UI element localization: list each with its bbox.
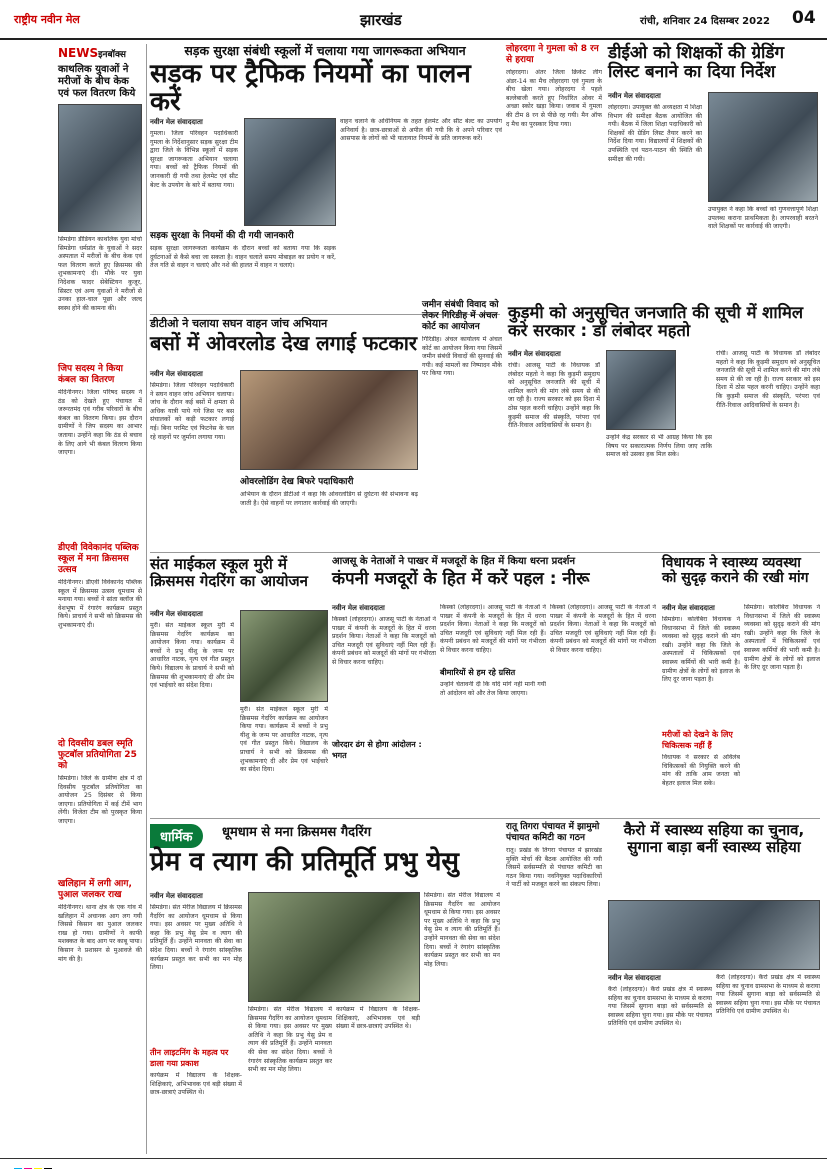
kurmi-text: रांची। आजसू पार्टी के विधायक डॉ लंबोदर महतो ने कहा कि कुड़मी समुदाय को अनुसूचित जनजाति की सूची में शामिल करने की मांग लंबे समय से की जा रही है। राज्य सरकार को इस दिशा में ठोस पहल करनी चाहिए। उन्होंने कहा कि कुड़मी समाज की संस्कृति, परंपरा एवं रीति-रिवाज आदिवासियों के समान है। <box>508 362 600 430</box>
christmas-text2: मुरी। संत माईकल स्कूल मुरी में क्रिसमस गेदरिंग कार्यक्रम का आयोजन किया गया। कार्यक्रम में बच्चों ने प्रभु यीशु के जन्म पर आधारित नाटक, नृत्य एवं गीत प्रस्तुत किये। विद्यालय के प्राचार्य ने सभी को क्रिसमस की शुभकामनाएं दी और प्रेम एवं भाईचारे का संदेश दिया। <box>240 706 328 774</box>
health-subhead: मरीजों को देखने के लिए चिकित्सक नहीं हैं <box>662 730 733 750</box>
teachers-text: लोहरदगा। उपायुक्त की अध्यक्षता में शिक्षा विभाग की समीक्षा बैठक आयोजित की गयी। बैठक में जिला शिक्षा पदाधिकारी को शिक्षकों की ग्रेडिंग लिस्ट तैयार करने का निर्देश दिया गया। विद्यालयों में शिक्षकों की उपस्थिति एवं पठन-पाठन की स्थिति की समीक्षा की गयी। <box>608 104 702 163</box>
traffic-subhead: सड़क सुरक्षा के नियमों की दी गयी जानकारी <box>150 231 294 241</box>
sahiya-story <box>608 822 820 855</box>
religion-text5: सिमडेगा। संत मेरीज विद्यालय में क्रिसमस गैदरिंग का आयोजन धूमधाम से किया गया। इस अवसर पर मुख्य अतिथि ने कहा कि प्रभु येसु प्रेम व त्याग की प्रतिमूर्ति हैं। उन्होंने मानवता की सेवा का संदेश दिया। बच्चों ने रंगारंग सांस्कृतिक कार्यक्रम प्रस्तुत कर सभी का मन मोह लिया। <box>424 892 500 968</box>
news-logo-sub: इनबॉक्स <box>98 50 126 60</box>
issue-date: रांची, शनिवार 24 दिसम्बर 2022 <box>640 16 770 27</box>
story1-photo <box>58 104 142 232</box>
land-text: गिरिडीह। अंचल कार्यालय में अंचल कोर्ट का आयोजन किया गया जिसमें जमीन संबंधी विवादों की सुनवाई की गयी। कई मामलों का निष्पादन मौके पर किया गया। <box>422 336 502 378</box>
land-headline: जमीन संबंधी विवाद को लेकर गिरिडीह में अंचल कोर्ट का आयोजन <box>422 300 499 332</box>
kurmi-text-cont: रांची। आजसू पार्टी के विधायक डॉ लंबोदर महतो ने कहा कि कुड़मी समुदाय को अनुसूचित जनजाति की सूची में शामिल करने की मांग लंबे समय से की जा रही है। राज्य सरकार को इस दिशा में ठोस पहल करनी चाहिए। उन्होंने कहा कि कुड़मी समाज की संस्कृति, परंपरा एवं रीति-रिवाज आदिवासियों के समान है। <box>716 350 820 409</box>
sahiya-photo <box>608 900 820 970</box>
traffic-text3: वाहन चलाने के अधिनियम के तहत हेलमेट और सीट बेल्ट का उपयोग अनिवार्य है। छात्र-छात्राओं से अपील की गयी कि वे अपने परिवार एवं आसपास के लोगों को भी यातायात नियमों के प्रति जागरूक करें। <box>340 118 502 143</box>
footer-bar <box>0 1158 827 1169</box>
health-text2: विधायक ने सरकार से अविलंब चिकित्सकों की नियुक्ति करने की मांग की ताकि आम जनता को बेहतर इलाज मिल सके। <box>662 754 740 787</box>
story2-headline: जिप सदस्य ने किया कंबल का वितरण <box>58 364 123 385</box>
bus-text2: अभियान के दौरान डीटीओ ने कहा कि ओवरलोडिंग से दुर्घटना की संभावना बढ़ जाती है। ऐसे वाहनों पर लगातार कार्रवाई की जाएगी। <box>240 491 418 507</box>
health-col1 <box>662 604 740 846</box>
religion-text2: कार्यक्रम में विद्यालय के शिक्षक-शिक्षिकाएं, अभिभावक एवं बड़ी संख्या में छात्र-छात्राएं उपस्थित थे। <box>150 1072 242 1097</box>
story1-text: सिमडेगा डीडियन काथलिक युवा मोर्चा सिमडेगा धर्मप्रांत के युवाओं ने सदर अस्पताल में मरीजों के बीच केक एवं फल वितरण करते हुए क्रिसमस की शुभकामनाएं दी। मौके पर युवा निदेशक फादर सेबेस्टियन कुजूर, सिस्टर एवं अन्य युवाओं ने मरीजों से उनका हाल-चाल पूछा और जल्द स्वस्थ होने की कामना की। <box>58 236 142 312</box>
christmas-col1 <box>150 610 234 822</box>
religion-text: सिमडेगा। संत मेरीज विद्यालय में क्रिसमस गैदरिंग का आयोजन धूमधाम से किया गया। इस अवसर पर मुख्य अतिथि ने कहा कि प्रभु येसु प्रेम व त्याग की प्रतिमूर्ति हैं। उन्होंने मानवता की सेवा का संदेश दिया। बच्चों ने रंगारंग सांस्कृतिक कार्यक्रम प्रस्तुत कर सभी का मन मोह लिया। <box>150 904 242 972</box>
protest-headline: कंपनी मजदूरों के हित में करें पहल : नीरू <box>332 569 590 589</box>
protest-kicker: आजसू के नेताओं ने पाखर में मजदूरों के हित में किया धरना प्रदर्शन <box>332 556 576 567</box>
protest-text3: किस्को (लोहरदगा)। आजसू पार्टी के नेताओं ने पाखर में कंपनी के मजदूरों के हित में धरना प्रदर्शन किया। नेताओं ने कहा कि मजदूरों को उचित मजदूरी एवं सुविधाएं नहीं मिल रही हैं। कंपनी प्रबंधन को मजदूरों की मांगों पर गंभीरता से विचार करना चाहिए। <box>550 604 656 654</box>
religion-byline: नवीन मेल संवाददाता <box>150 892 203 900</box>
protest-story <box>332 556 658 589</box>
traffic-story <box>150 44 500 117</box>
column-divider <box>146 44 147 1154</box>
kurmi-text2: उन्होंने केंद्र सरकार से भी आग्रह किया कि इस विषय पर सकारात्मक निर्णय लिया जाए ताकि समाज को उसका हक मिल सके। <box>606 434 712 459</box>
divider <box>150 552 820 553</box>
land-story <box>422 300 502 526</box>
sahiya-headline: कैरो में स्वास्थ्य सहिया का चुनाव, सुगाना बाड़ा बनीं स्वास्थ्य सहिया <box>623 821 805 856</box>
religion-kicker: धूमधाम से मना क्रिसमस गैदरिंग <box>222 825 372 840</box>
protest-byline: नवीन मेल संवाददाता <box>332 604 385 612</box>
sahiya-text: कैरो (लोहरदगा)। कैरो प्रखंड क्षेत्र में स्वास्थ्य सहिया का चुनाव ग्रामसभा के माध्यम से कराया गया जिसमें सुगाना बाड़ा को सर्वसम्मति से स्वास्थ्य सहिया चुना गया। इस मौके पर पंचायत प्रतिनिधि एवं ग्रामीण उपस्थित थे। <box>608 986 712 1028</box>
protest-col2 <box>440 604 546 811</box>
health-byline: नवीन मेल संवाददाता <box>662 604 715 612</box>
teachers-col1 <box>608 92 702 300</box>
kurmi-photo <box>606 350 676 430</box>
religion-text4: कार्यक्रम में विद्यालय के शिक्षक-शिक्षिकाएं, अभिभावक एवं बड़ी संख्या में छात्र-छात्राएं उपस्थित थे। <box>336 1006 420 1031</box>
religion-subhead: तीन लाइटनिंग के महत्व पर डाला गया प्रकाश <box>150 1048 229 1068</box>
teachers-photo <box>708 92 818 202</box>
bus-subhead: ओवरलोडिंग देख बिफरे पदाधिकारी <box>240 477 354 487</box>
protest-subhead2: जोरदार ढंग से होगा आंदोलन : भगत <box>332 740 422 760</box>
cricket-story <box>506 44 602 279</box>
sahiya-text2: कैरो (लोहरदगा)। कैरो प्रखंड क्षेत्र में स्वास्थ्य सहिया का चुनाव ग्रामसभा के माध्यम से कराया गया जिसमें सुगाना बाड़ा को सर्वसम्मति से स्वास्थ्य सहिया चुना गया। इस मौके पर पंचायत प्रतिनिधि एवं ग्रामीण उपस्थित थे। <box>716 974 820 1016</box>
sahiya-col1 <box>608 974 712 1154</box>
page-number: 04 <box>792 8 816 28</box>
news-logo-main: NEWS <box>58 46 99 60</box>
bus-text: सिमडेगा। जिला परिवहन पदाधिकारी ने सघन वाहन जांच अभियान चलाया। जांच के दौरान कई बसों में क्षमता से अधिक यात्री पाये गये जिस पर बस संचालकों को कड़ी फटकार लगाई गई। बिना परमिट एवं फिटनेस के चल रहे वाहनों पर जुर्माना लगाया गया। <box>150 382 234 441</box>
traffic-photo <box>244 118 336 226</box>
teachers-text2: उपायुक्त ने कहा कि बच्चों को गुणवत्तापूर्ण शिक्षा उपलब्ध कराना प्राथमिकता है। लापरवाही बरतने वाले शिक्षकों पर कार्रवाई की जाएगी। <box>708 206 818 231</box>
protest-subhead: बीमारियों से हम रहे ग्रसित <box>440 668 516 677</box>
bus-photo <box>240 370 418 470</box>
traffic-headline: सड़क पर ट्रैफिक नियमों का पालन करें <box>150 58 471 118</box>
christmas-photo <box>240 610 328 702</box>
teachers-byline: नवीन मेल संवाददाता <box>608 92 661 100</box>
story4-text: सिमडेगा। जिले के ग्रामीण क्षेत्र में दो दिवसीय फुटबॉल प्रतियोगिता का आयोजन 25 दिसंबर से किया जाएगा। प्रतियोगिता में कई टीमें भाग लेंगी। विजेता टीम को पुरस्कृत किया जाएगा। <box>58 775 142 825</box>
religion-text3: सिमडेगा। संत मेरीज विद्यालय में क्रिसमस गैदरिंग का आयोजन धूमधाम से किया गया। इस अवसर पर मुख्य अतिथि ने कहा कि प्रभु येसु प्रेम व त्याग की प्रतिमूर्ति हैं। उन्होंने मानवता की सेवा का संदेश दिया। बच्चों ने रंगारंग सांस्कृतिक कार्यक्रम प्रस्तुत कर सभी का मन मोह लिया। <box>248 1006 332 1074</box>
religion-col1 <box>150 892 242 1158</box>
religion-tag: धार्मिक <box>150 824 203 848</box>
bus-headline: बसों में ओवरलोड देख लगाई फटकार <box>150 331 418 356</box>
christmas-school-story <box>150 556 328 589</box>
protest-text-cont: किस्को (लोहरदगा)। आजसू पार्टी के नेताओं ने पाखर में कंपनी के मजदूरों के हित में धरना प्रदर्शन किया। नेताओं ने कहा कि मजदूरों को उचित मजदूरी एवं सुविधाएं नहीं मिल रही हैं। कंपनी प्रबंधन को मजदूरों की मांगों पर गंभीरता से विचार करना चाहिए। <box>440 604 546 654</box>
story2-text: मेदिनीनगर। जिला परिषद सदस्य ने ठंड को देखते हुए पंचायत में जरूरतमंद एवं गरीब परिवारों के बीच कंबल का वितरण किया। इस दौरान ग्रामीणों ने जिप सदस्य का आभार जताया। उन्होंने कहा कि ठंड से बचाव के लिए आगे भी कंबल वितरण किया जाएगा। <box>58 389 142 457</box>
masthead <box>0 0 827 40</box>
bus-kicker: डीटीओ ने चलाया सघन वाहन जांच अभियान <box>150 317 328 330</box>
panchayat-headline: रातू तिगरा पंचायत में झामुमो पंचायत कमिटी का गठन <box>506 822 600 843</box>
story3-text: मेदिनीनगर। डीएवी विवेकानंद पब्लिक स्कूल में क्रिसमस उत्सव धूमधाम से मनाया गया। बच्चों ने सांता क्लॉज की वेशभूषा में रंगारंग कार्यक्रम प्रस्तुत किये। प्राचार्य ने सभी को क्रिसमस की शुभकामनाएं दी। <box>58 579 142 629</box>
teachers-story <box>608 44 818 81</box>
panchayat-story <box>506 822 602 1139</box>
kurmi-byline: नवीन मेल संवाददाता <box>508 350 561 358</box>
health-demand-story <box>662 556 820 587</box>
protest-col1 <box>332 604 436 764</box>
bus-col1 <box>150 370 234 542</box>
story4-headline: दो दिवसीय डबल स्मृति फुटबॉल प्रतियोगिता 25 को <box>58 739 137 771</box>
religion-headline: प्रेम व त्याग की प्रतिमूर्ति प्रभु येसु <box>150 847 459 877</box>
panchayat-text: रातू। प्रखंड के तिगरा पंचायत में झारखंड मुक्ति मोर्चा की बैठक आयोजित की गयी जिसमें सर्वसम्मति से पंचायत कमिटी का गठन किया गया। नवनियुक्त पदाधिकारियों ने पार्टी को मजबूत करने का संकल्प लिया। <box>506 847 602 889</box>
traffic-text2: सड़क सुरक्षा जागरूकता कार्यक्रम के दौरान बच्चों को बताया गया कि सड़क दुर्घटनाओं से कैसे बचा जा सकता है। वाहन चलाते समय मोबाइल का प्रयोग न करें, तेज गति से वाहन न चलाएं और नशे की हालत में वाहन न चलाएं। <box>150 245 336 270</box>
left-column <box>58 64 142 1028</box>
protest-text2: उन्होंने चेतावनी दी कि यदि मांगें नहीं मानी गयीं तो आंदोलन को और तेज किया जाएगा। <box>440 681 546 697</box>
bus-col2 <box>240 474 418 549</box>
story3-headline: डीएवी विवेकानंद पब्लिक स्कूल में मना क्रिसमस उत्सव <box>58 543 139 575</box>
kurmi-headline: कुड़मी को अनुसूचित जनजाति की सूची में शामिल करे सरकार : डॉ लंबोदर महतो <box>508 303 804 341</box>
divider <box>150 818 820 819</box>
christmas-text: मुरी। संत माईकल स्कूल मुरी में क्रिसमस गेदरिंग कार्यक्रम का आयोजन किया गया। कार्यक्रम में बच्चों ने प्रभु यीशु के जन्म पर आधारित नाटक, नृत्य एवं गीत प्रस्तुत किये। विद्यालय के प्राचार्य ने सभी को क्रिसमस की शुभकामनाएं दी और प्रेम एवं भाईचारे का संदेश दिया। <box>150 622 234 690</box>
newspaper-name: राष्ट्रीय नवीन मेल <box>14 13 80 26</box>
religion-photo <box>248 892 420 1002</box>
cricket-headline: लोहरदगा ने गुमला को 8 रन से हराया <box>506 44 599 65</box>
kurmi-story <box>508 304 820 340</box>
kurmi-col1 <box>508 350 600 562</box>
health-text: सिमडेगा। कोलेबिरा विधायक ने विधानसभा में जिले की स्वास्थ्य व्यवस्था को सुदृढ़ कराने की मांग रखी। उन्होंने कहा कि जिले के अस्पतालों में चिकित्सकों एवं स्वास्थ्य कर्मियों की भारी कमी है। ग्रामीण क्षेत्रों के लोगों को इलाज के लिए दूर जाना पड़ता है। <box>662 616 740 684</box>
traffic-kicker: सड़क सुरक्षा संबंधी स्कूलों में चलाया गया जागरूकता अभियान <box>184 43 466 58</box>
story5-headline: खलिहान में लगी आग, पुआल जलकर राख <box>58 879 132 900</box>
sahiya-byline: नवीन मेल संवाददाता <box>608 974 661 982</box>
traffic-col1 <box>150 118 238 216</box>
christmas-school-headline: संत माईकल स्कूल मुरी में क्रिसमस गेदरिंग का आयोजन <box>150 555 308 590</box>
health-demand-headline: विधायक ने स्वास्थ्य व्यवस्था को सुदृढ़ कराने की रखी मांग <box>662 555 809 587</box>
traffic-col2 <box>150 228 336 307</box>
traffic-byline: नवीन मेल संवाददाता <box>150 118 203 126</box>
protest-text: किस्को (लोहरदगा)। आजसू पार्टी के नेताओं ने पाखर में कंपनी के मजदूरों के हित में धरना प्रदर्शन किया। नेताओं ने कहा कि मजदूरों को उचित मजदूरी एवं सुविधाएं नहीं मिल रही हैं। कंपनी प्रबंधन को मजदूरों की मांगों पर गंभीरता से विचार करना चाहिए। <box>332 616 436 666</box>
section-title: झारखंड <box>360 11 402 29</box>
traffic-text1: गुमला। जिला परिवहन पदाधिकारी गुमला के निर्देशानुसार सड़क सुरक्षा टीम द्वारा जिले के विभिन्न स्कूलों में सड़क सुरक्षा जागरूकता अभियान चलाया गया। बच्चों को ट्रैफिक नियमों की जानकारी दी गयी तथा हेलमेट एवं सीट बेल्ट के उपयोग के बारे में बताया गया। <box>150 130 238 189</box>
story5-text: मेदिनीनगर। थाना क्षेत्र के एक गांव में खलिहान में अचानक आग लग गयी जिससे किसान का पुआल जलकर राख हो गया। ग्रामीणों ने काफी मशक्कत के बाद आग पर काबू पाया। किसान ने प्रशासन से मुआवजे की मांग की है। <box>58 904 142 963</box>
christmas-byline: नवीन मेल संवाददाता <box>150 610 203 618</box>
health-text-cont: सिमडेगा। कोलेबिरा विधायक ने विधानसभा में जिले की स्वास्थ्य व्यवस्था को सुदृढ़ कराने की मांग रखी। उन्होंने कहा कि जिले के अस्पतालों में चिकित्सकों एवं स्वास्थ्य कर्मियों की भारी कमी है। ग्रामीण क्षेत्रों के लोगों को इलाज के लिए दूर जाना पड़ता है। <box>744 604 820 672</box>
cricket-text: लोहरदगा। अंतर जिला क्रिकेट लीग अंडर-14 का मैच लोहरदगा एवं गुमला के बीच खेला गया। लोहरदगा ने पहले बल्लेबाजी करते हुए निर्धारित ओवर में अच्छा स्कोर खड़ा किया। जवाब में गुमला की टीम 8 रन से पीछे रह गयी। मैन ऑफ द मैच का पुरस्कार दिया गया। <box>506 69 602 128</box>
religion-banner <box>150 822 500 846</box>
teachers-headline: डीईओ को शिक्षकों की ग्रेडिंग लिस्ट बनाने का दिया निर्देश <box>608 43 785 82</box>
bus-byline: नवीन मेल संवाददाता <box>150 370 203 378</box>
story1-headline: काथलिक युवाओं ने मरीजों के बीच केक एवं फल वितरण किये <box>58 64 136 99</box>
